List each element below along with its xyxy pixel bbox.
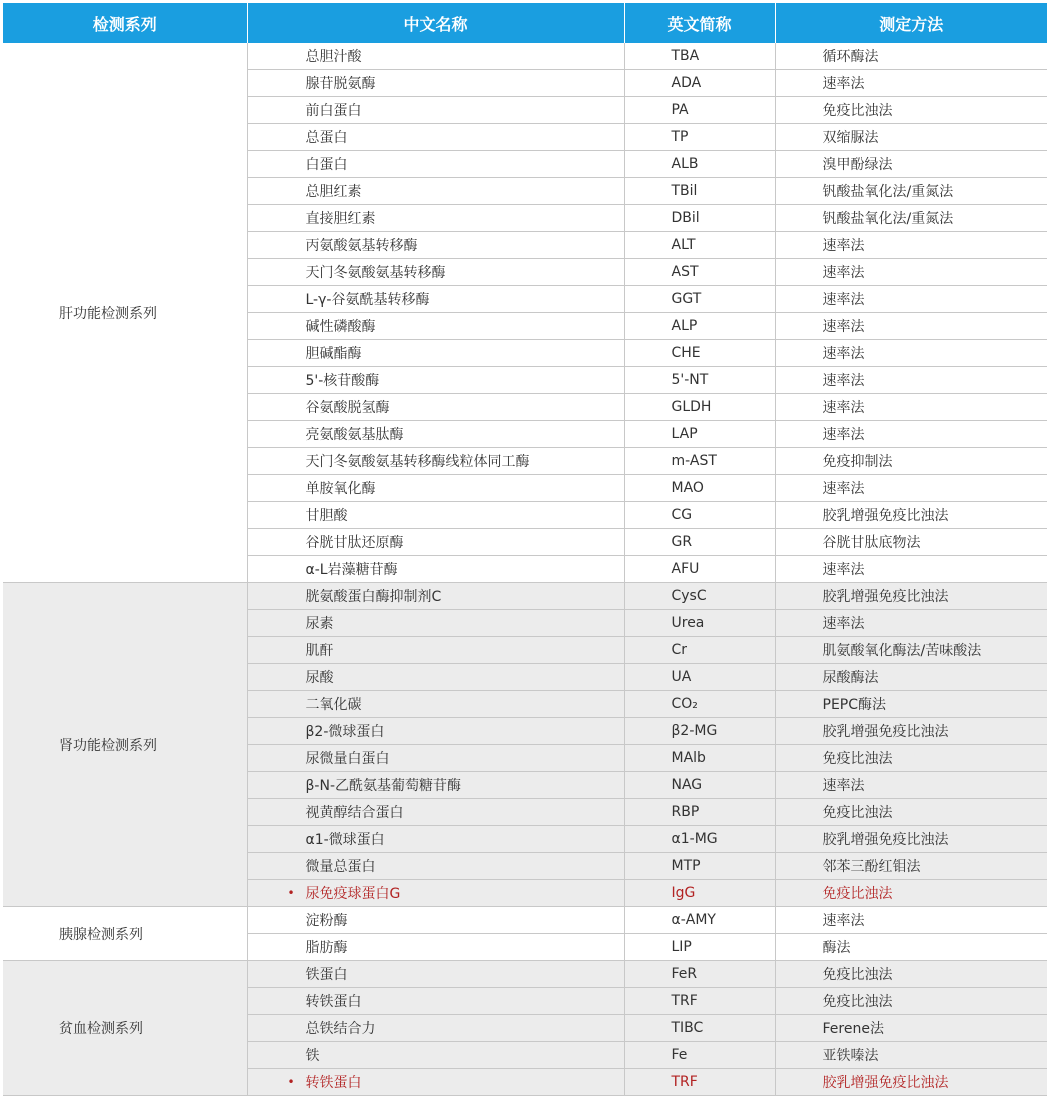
method: 速率法 [775, 610, 1047, 637]
english-abbr: α1-MG [624, 826, 775, 853]
table-row [3, 43, 1047, 70]
chinese-name: 总胆红素 [305, 184, 362, 200]
table-row [3, 907, 1047, 934]
method: 循环酶法 [775, 43, 1047, 70]
chinese-name: 天门冬氨酸氨基转移酶线粒体同工酶 [305, 454, 530, 470]
english-abbr: GLDH [624, 394, 775, 421]
chinese-name: 天门冬氨酸氨基转移酶 [305, 265, 446, 281]
method: 速率法 [775, 313, 1047, 340]
chinese-name-cell [247, 70, 624, 97]
chinese-name-cell [247, 205, 624, 232]
chinese-name: 总铁结合力 [305, 1021, 376, 1037]
bullet-icon: • [287, 886, 295, 900]
group-section [3, 583, 1047, 907]
chinese-name: 前白蛋白 [305, 103, 362, 119]
chinese-name-cell [247, 745, 624, 772]
method: 钒酸盐氧化法/重氮法 [775, 178, 1047, 205]
method: 胶乳增强免疫比浊法 [775, 1069, 1047, 1096]
chinese-name: 肌酐 [305, 643, 334, 659]
table-header [3, 3, 1047, 43]
method: 免疫比浊法 [775, 97, 1047, 124]
chinese-name-cell [247, 394, 624, 421]
chinese-name-cell [247, 259, 624, 286]
method: 双缩脲法 [775, 124, 1047, 151]
chinese-name-cell [247, 124, 624, 151]
chinese-name: 甘胆酸 [305, 508, 348, 524]
header-chinese-name: 中文名称 [247, 3, 624, 43]
group-section [3, 961, 1047, 1096]
method: 速率法 [775, 907, 1047, 934]
chinese-name: 微量总蛋白 [305, 859, 376, 875]
method: 免疫比浊法 [775, 799, 1047, 826]
chinese-name: 尿素 [305, 616, 334, 632]
chinese-name: 丙氨酸氨基转移酶 [305, 238, 418, 254]
chinese-name: 胆碱酯酶 [305, 346, 362, 362]
english-abbr: Urea [624, 610, 775, 637]
chinese-name-cell [247, 610, 624, 637]
english-abbr: FeR [624, 961, 775, 988]
english-abbr: 5'-NT [624, 367, 775, 394]
chinese-name: 谷氨酸脱氢酶 [305, 400, 390, 416]
chinese-name: 直接胆红素 [305, 211, 376, 227]
method: 胶乳增强免疫比浊法 [775, 718, 1047, 745]
chinese-name-cell [247, 664, 624, 691]
chinese-name: 视黄醇结合蛋白 [305, 805, 404, 821]
chinese-name-cell [247, 232, 624, 259]
chinese-name-cell [247, 151, 624, 178]
method: 亚铁嗪法 [775, 1042, 1047, 1069]
group-section [3, 43, 1047, 583]
chinese-name-cell [247, 529, 624, 556]
english-abbr: TBA [624, 43, 775, 70]
chinese-name-cell [247, 772, 624, 799]
method: 速率法 [775, 421, 1047, 448]
method: 速率法 [775, 475, 1047, 502]
header-row [3, 3, 1047, 43]
method: 免疫比浊法 [775, 745, 1047, 772]
english-abbr: GR [624, 529, 775, 556]
chinese-name: 胱氨酸蛋白酶抑制剂C [305, 589, 442, 605]
english-abbr: ALB [624, 151, 775, 178]
english-abbr: DBil [624, 205, 775, 232]
chinese-name: L-γ-谷氨酰基转移酶 [305, 292, 430, 308]
english-abbr: TRF [624, 988, 775, 1015]
chinese-name-cell [247, 286, 624, 313]
chinese-name: 转铁蛋白 [305, 1075, 362, 1091]
english-abbr: IgG [624, 880, 775, 907]
english-abbr: ALP [624, 313, 775, 340]
method: 速率法 [775, 232, 1047, 259]
chinese-name-cell [247, 934, 624, 961]
english-abbr: LAP [624, 421, 775, 448]
english-abbr: Fe [624, 1042, 775, 1069]
chinese-name: α-L岩藻糖苷酶 [305, 562, 398, 578]
group-section [3, 907, 1047, 961]
method: 免疫比浊法 [775, 961, 1047, 988]
english-abbr: AFU [624, 556, 775, 583]
method: 速率法 [775, 340, 1047, 367]
chinese-name: 转铁蛋白 [305, 994, 362, 1010]
group-name: 贫血检测系列 [3, 961, 247, 1096]
method: 免疫抑制法 [775, 448, 1047, 475]
chinese-name: 腺苷脱氨酶 [305, 76, 376, 92]
method: 速率法 [775, 259, 1047, 286]
english-abbr: LIP [624, 934, 775, 961]
chinese-name: 尿免疫球蛋白G [305, 886, 401, 902]
english-abbr: NAG [624, 772, 775, 799]
chinese-name-cell [247, 826, 624, 853]
assay-table [3, 3, 1047, 1096]
chinese-name-cell [247, 313, 624, 340]
english-abbr: TP [624, 124, 775, 151]
chinese-name-cell [247, 880, 624, 907]
chinese-name-cell [247, 367, 624, 394]
english-abbr: CysC [624, 583, 775, 610]
chinese-name-cell [247, 637, 624, 664]
method: 酶法 [775, 934, 1047, 961]
chinese-name-cell [247, 1042, 624, 1069]
english-abbr: m-AST [624, 448, 775, 475]
method: Ferene法 [775, 1015, 1047, 1042]
chinese-name: 尿微量白蛋白 [305, 751, 390, 767]
english-abbr: β2-MG [624, 718, 775, 745]
chinese-name: 总胆汁酸 [305, 49, 362, 65]
method: 尿酸酶法 [775, 664, 1047, 691]
english-abbr: TIBC [624, 1015, 775, 1042]
method: 钒酸盐氧化法/重氮法 [775, 205, 1047, 232]
chinese-name-cell [247, 502, 624, 529]
english-abbr: α-AMY [624, 907, 775, 934]
method: 肌氨酸氧化酶法/苦味酸法 [775, 637, 1047, 664]
english-abbr: Cr [624, 637, 775, 664]
chinese-name: β2-微球蛋白 [305, 724, 385, 740]
chinese-name-cell [247, 853, 624, 880]
english-abbr: PA [624, 97, 775, 124]
english-abbr: ALT [624, 232, 775, 259]
chinese-name-cell [247, 475, 624, 502]
chinese-name: β-N-乙酰氨基葡萄糖苷酶 [305, 778, 462, 794]
method: 速率法 [775, 70, 1047, 97]
bullet-icon: • [287, 1075, 295, 1089]
english-abbr: TRF [624, 1069, 775, 1096]
method: 免疫比浊法 [775, 988, 1047, 1015]
chinese-name: 总蛋白 [305, 130, 348, 146]
chinese-name-cell [247, 448, 624, 475]
method: 速率法 [775, 394, 1047, 421]
method: 免疫比浊法 [775, 880, 1047, 907]
method: 胶乳增强免疫比浊法 [775, 502, 1047, 529]
group-name: 胰腺检测系列 [3, 907, 247, 961]
chinese-name-cell [247, 1069, 624, 1096]
header-method: 测定方法 [775, 3, 1047, 43]
english-abbr: CHE [624, 340, 775, 367]
chinese-name: 淀粉酶 [305, 913, 348, 929]
english-abbr: MAO [624, 475, 775, 502]
chinese-name: 脂肪酶 [305, 940, 348, 956]
english-abbr: UA [624, 664, 775, 691]
chinese-name: 白蛋白 [305, 157, 348, 173]
chinese-name: 铁 [305, 1048, 320, 1064]
chinese-name: 二氧化碳 [305, 697, 362, 713]
chinese-name: 铁蛋白 [305, 967, 348, 983]
method: PEPC酶法 [775, 691, 1047, 718]
chinese-name: 谷胱甘肽还原酶 [305, 535, 404, 551]
method: 溴甲酚绿法 [775, 151, 1047, 178]
english-abbr: ADA [624, 70, 775, 97]
chinese-name-cell [247, 43, 624, 70]
method: 速率法 [775, 772, 1047, 799]
chinese-name: 亮氨酸氨基肽酶 [305, 427, 404, 443]
chinese-name: 碱性磷酸酶 [305, 319, 376, 335]
english-abbr: CG [624, 502, 775, 529]
group-name: 肾功能检测系列 [3, 583, 247, 907]
chinese-name: 单胺氧化酶 [305, 481, 376, 497]
chinese-name-cell [247, 718, 624, 745]
method: 邻苯三酚红钼法 [775, 853, 1047, 880]
chinese-name-cell [247, 799, 624, 826]
english-abbr: CO₂ [624, 691, 775, 718]
chinese-name-cell [247, 421, 624, 448]
chinese-name-cell [247, 907, 624, 934]
chinese-name-cell [247, 583, 624, 610]
chinese-name-cell [247, 988, 624, 1015]
english-abbr: AST [624, 259, 775, 286]
header-english-abbr: 英文简称 [624, 3, 775, 43]
table-row [3, 583, 1047, 610]
chinese-name-cell [247, 97, 624, 124]
table-row [3, 961, 1047, 988]
method: 速率法 [775, 556, 1047, 583]
english-abbr: RBP [624, 799, 775, 826]
chinese-name-cell [247, 178, 624, 205]
english-abbr: MAlb [624, 745, 775, 772]
english-abbr: MTP [624, 853, 775, 880]
method: 胶乳增强免疫比浊法 [775, 583, 1047, 610]
english-abbr: TBil [624, 178, 775, 205]
chinese-name-cell [247, 556, 624, 583]
chinese-name-cell [247, 691, 624, 718]
chinese-name-cell [247, 1015, 624, 1042]
chinese-name: 尿酸 [305, 670, 334, 686]
method: 速率法 [775, 286, 1047, 313]
english-abbr: GGT [624, 286, 775, 313]
method: 胶乳增强免疫比浊法 [775, 826, 1047, 853]
chinese-name-cell [247, 340, 624, 367]
group-name: 肝功能检测系列 [3, 43, 247, 583]
method: 谷胱甘肽底物法 [775, 529, 1047, 556]
chinese-name: α1-微球蛋白 [305, 832, 385, 848]
header-group: 检测系列 [3, 3, 247, 43]
chinese-name-cell [247, 961, 624, 988]
chinese-name: 5'-核苷酸酶 [305, 373, 380, 389]
method: 速率法 [775, 367, 1047, 394]
